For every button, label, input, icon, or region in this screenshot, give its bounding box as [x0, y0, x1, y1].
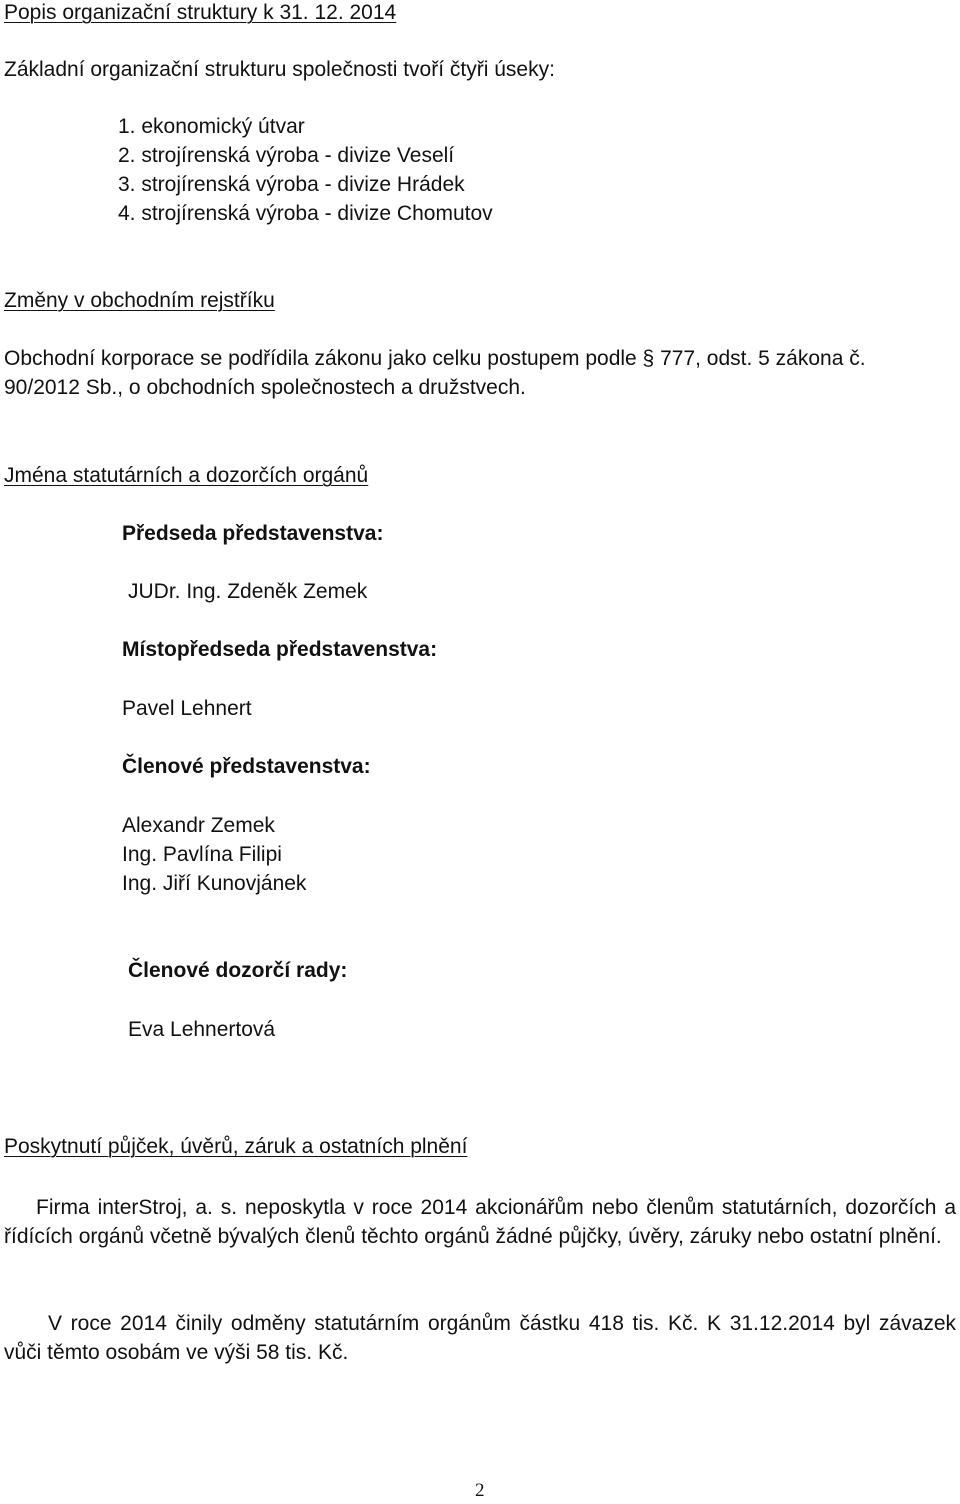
remuneration-paragraph: V roce 2014 činily odměny statutárním orgánům částku 418 tis. Kč. K 31.12.2014 byl závazek vůči těmto osobám ve výši 58 tis. Kč.	[4, 1312, 956, 1364]
board-member: Alexandr Zemek	[122, 814, 275, 837]
page-number: 2	[475, 1480, 485, 1501]
register-text-line1: Obchodní korporace se podřídila zákonu jako celku postupem podle § 777, odst. 5 zákona č.	[4, 347, 866, 370]
loans-heading: Poskytnutí půjček, úvěrů, záruk a ostatních plnění	[4, 1135, 468, 1158]
board-member: Ing. Jiří Kunovjánek	[122, 872, 307, 895]
board-member: Ing. Pavlína Filipi	[122, 843, 282, 866]
division-item: 2. strojírenská výroba - divize Veselí	[118, 144, 455, 167]
board-members-label: Členové představenstva:	[122, 755, 371, 778]
supervisory-board-member: Eva Lehnertová	[128, 1018, 276, 1041]
register-text-line2: 90/2012 Sb., o obchodních společnostech a družstvech.	[4, 376, 526, 399]
division-item: 1. ekonomický útvar	[118, 115, 305, 138]
chair-label: Předseda představenstva:	[122, 522, 384, 545]
division-item: 3. strojírenská výroba - divize Hrádek	[118, 173, 465, 196]
vice-chair-name: Pavel Lehnert	[122, 697, 252, 720]
loans-paragraph: Firma interStroj, a. s. neposkytla v roce 2014 akcionářům nebo členům statutárních, dozorčích a řídících orgánů včetně bývalých členů těchto orgánů žádné půjčky, úvěry, záruky nebo ostatní plnění.	[4, 1196, 956, 1248]
register-heading: Změny v obchodním rejstříku	[4, 289, 275, 312]
supervisory-board-label: Členové dozorčí rady:	[128, 959, 348, 982]
bodies-heading: Jména statutárních a dozorčích orgánů	[4, 464, 369, 487]
vice-chair-label: Místopředseda představenstva:	[122, 638, 438, 661]
chair-name: JUDr. Ing. Zdeněk Zemek	[128, 580, 368, 603]
page-title: Popis organizační struktury k 31. 12. 2014	[4, 1, 397, 24]
structure-intro: Základní organizační strukturu společnosti tvoří čtyři úseky:	[4, 58, 555, 81]
division-item: 4. strojírenská výroba - divize Chomutov	[118, 202, 493, 225]
